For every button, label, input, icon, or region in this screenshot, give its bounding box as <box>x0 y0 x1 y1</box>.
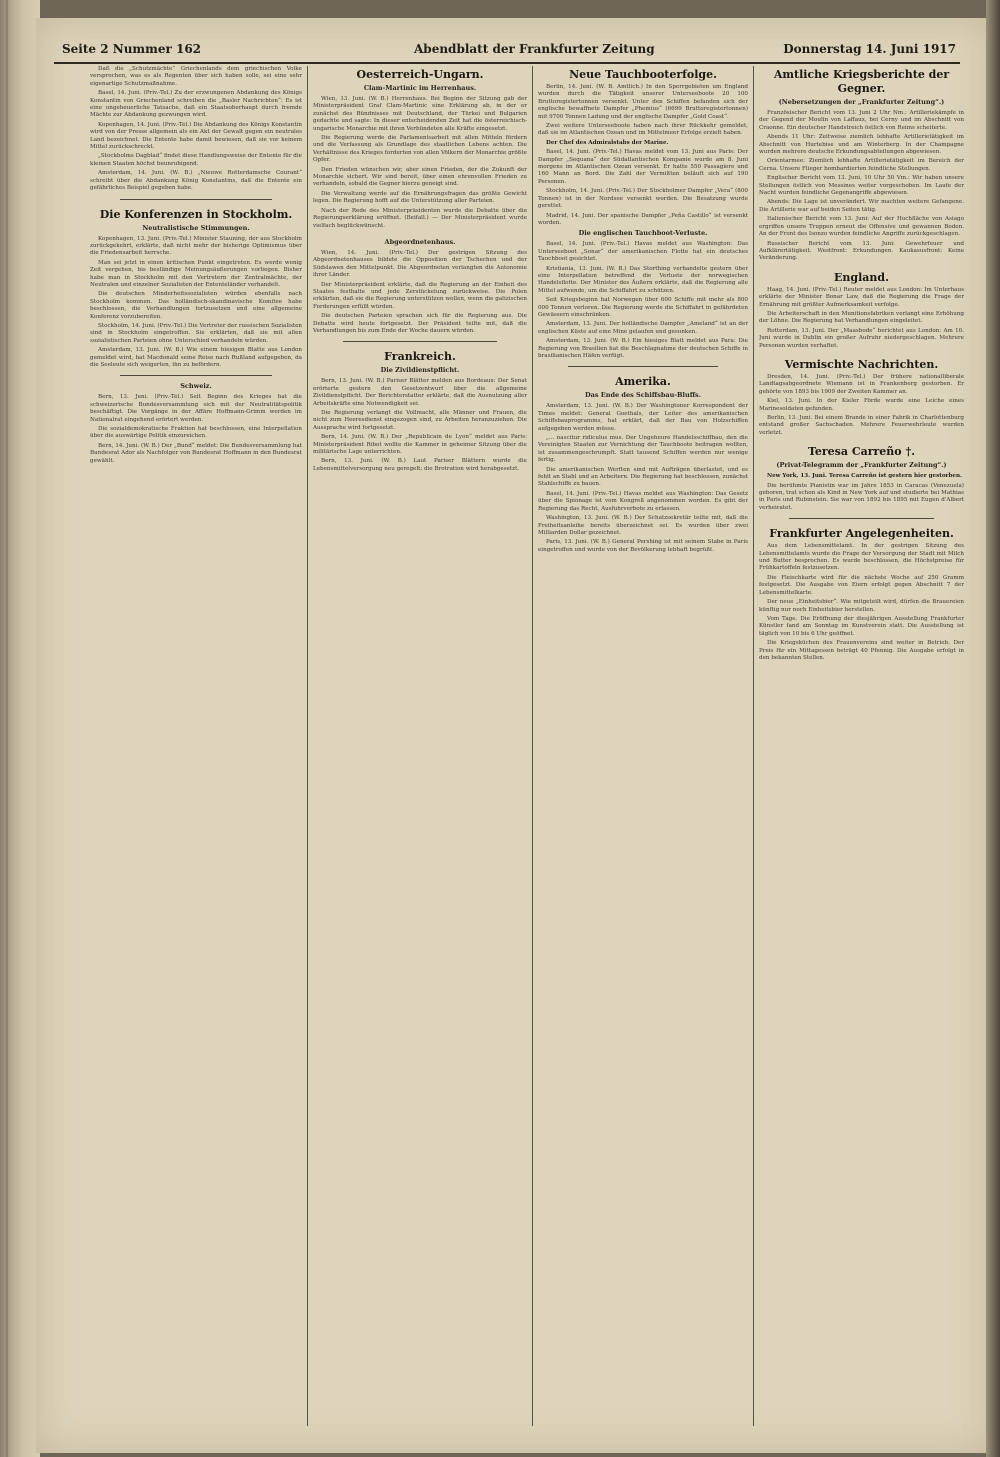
paragraph: Kiel, 13. Juni. In der Kieler Förde wurde eine Leiche eines Marinesoldaten gefunden. <box>759 398 964 412</box>
article-heading: Teresa Carreño †. <box>807 445 916 459</box>
paragraph: Amsterdam, 13. Juni. (W. B.) Der Washingtoner Korrespondent der Times meldet: General Goethals, der Leiter des amerikanischen Schiffsbauprogramms, hat erklärt, daß der Bau von Holzschiffen aufgegeben werden müsse. <box>538 403 748 432</box>
paragraph: Abends: Die Lage ist unverändert. Wir machten weitere Gefangene. Die Artillerie war auf beiden Seiten tätig. <box>759 199 964 213</box>
paragraph: Amsterdam, 13. Juni. (W. B.) Wie einem hiesigen Blatte aus London gemeldet wird, hat Macdonald seine Reise nach Rußland aufgegeben, da die Seeleute sich weigerten, ihn zu befördern. <box>90 347 302 368</box>
paragraph: Dresden, 14. Juni. (Priv.-Tel.) Der frühere nationalliberale Landtagsabgeordnete Wiemann ist in Frankenberg gestorben. Er gehörte von 1893 bis 1909 der Zweiten Kammer an. <box>759 373 964 395</box>
paragraph: Die Kriegsküchen des Frauenvereins sind weiter in Betrieb. Der Preis für ein Mittagessen beträgt 40 Pfennig. Die Ausgabe erfolgt in den bekannten Stellen. <box>759 640 964 661</box>
paragraph: Berlin, 13. Juni. Bei einem Brande in einer Fabrik in Charlottenburg entstand großer Sachschaden. Mehrere Feuerwehrleute wurden verletzt. <box>759 415 964 436</box>
paragraph: Wien, 14. Juni. (Priv.-Tel.) Der gestrigen Sitzung des Abgeordnetenhauses bildete die Opposition der Tschechen und der Südslawen den Mittelpunkt. Die Abgeordneten verlangten die Autonomie ihrer Länder. <box>313 249 527 279</box>
paragraph: Die Regierung werde die Parlamentsarbeit mit allen Mitteln fördern und die Verfassung als Grundlage des staatlichen Lebens achten. Die Verhältnisse des Krieges forderten von allen Völkern der Monarchie größte Opfer. <box>313 135 527 164</box>
paragraph: Basel, 14. Juni. (Priv.-Tel.) Havas meldet aus Washington: Das Unterseeboot „Sonar“ der amerikanischen Flotte hat ein deutsches Tauchboot gesichtet. <box>538 241 748 263</box>
paragraph: Amsterdam, 13. Juni. (W. B.) Ein hiesiges Blatt meldet aus Para: Die Regierung von Brasilien hat die Beschlagnahme der deutschen Schiffe in brasilianischen Häfen verfügt. <box>538 338 748 359</box>
paragraph: Der neue „Einheitsbier“. Wie mitgeteilt wird, dürfen die Brauereien künftig nur noch Einheitsbier herstellen. <box>759 599 964 613</box>
article-subheading: Clam-Martinic im Herrenhaus. <box>363 84 477 92</box>
divider <box>120 199 272 200</box>
paragraph: Der Chef des Admiralstabs der Marine. <box>546 139 669 146</box>
paragraph: Aus dem Lebensmittelamt. In der gestrigen Sitzung des Lebensmittelamts wurde die Frage der Versorgung der Stadt mit Milch und Butter besprochen. Es wurde beschlossen, die Höchstpreise für Frühkartoffeln festzusetzen. <box>759 543 964 572</box>
paragraph: Die deutschen Parteien sprachen sich für die Regierung aus. Die Debatte wird heute fortgesetzt. Der Präsident teilte mit, daß die Verhandlungen bis zum Ende der Woche dauern würden. <box>313 313 527 334</box>
paragraph: Stockholm, 14. Juni. (Priv.-Tel.) Der Stockholmer Dampfer „Vera“ (800 Tonnen) ist in der Nordsee versenkt worden. Die Besatzung wurde gerettet. <box>538 188 748 210</box>
page-shadow <box>986 0 1000 1457</box>
paragraph: Daß die „Schutzmächte“ Griechenlands dem griechischen Volke versprochen, was es als Regenten über sich haben solle, sei eine sehr eigenartige Schutzmaßnahme. <box>90 66 302 87</box>
article-heading: Amtliche Kriegsberichte der Gegner. <box>773 68 950 95</box>
article-heading: Frankreich. <box>384 350 456 364</box>
paragraph: Englischer Bericht vom 13. Juni, 10 Uhr 50 Vm.: Wir haben unsere Stellungen östlich von Messines weiter vorgeschoben. Im Laufe der Nacht wurden feindliche Gegenangriffe abgewiesen. <box>759 175 964 197</box>
column-1 <box>90 66 302 1436</box>
paragraph: Kristiania, 13. Juni. (W. B.) Das Storthing verhandelte gestern über eine Interpellation betreffend die Verluste der norwegischen Handelsflotte. Der Minister des Äußern erklärte, daß die Regierung alle Mittel aufwende, um die Schiffahrt zu schützen. <box>538 265 748 294</box>
paragraph: Haag, 14. Juni. (Priv.-Tel.) Reuter meldet aus London: Im Unterhaus erklärte der Minister Bonar Law, daß die Regierung die Frage der Ernährung mit größter Aufmerksamkeit verfolge. <box>759 286 964 308</box>
article-subheading: Abgeordnetenhaus. <box>384 237 456 246</box>
book-binding <box>0 0 40 1457</box>
column-rule <box>532 66 533 1426</box>
article-subheading: Das Ende des Schiffsbau-Bluffs. <box>585 391 701 400</box>
paragraph: Die sozialdemokratische Fraktion hat beschlossen, eine Interpellation über die auswärtige Politik einzureichen. <box>90 426 302 440</box>
issue-date: Donnerstag 14. Juni 1917 <box>783 42 956 56</box>
paragraph: Abends 11 Uhr: Zeitweise ziemlich lebhafte Artillerietätigkeit im Abschnitt von Hurtebise und am Winterberg. In der Champagne wurden mehrere deutsche Erkundungsabteilungen abgewiesen. <box>759 134 964 156</box>
paragraph: Französischer Bericht vom 13. Juni 2 Uhr Nm.: Artilleriekämpfe in der Gegend der Moulin von Laffaux, bei Cerny und im Abschnitt von Craonne. Ein deutscher Handstreich östlich von Reims scheiterte. <box>759 110 964 131</box>
article-heading: Amerika. <box>615 375 671 389</box>
paragraph: Basel, 14. Juni. (Priv.-Tel.) Zu der erzwungenen Abdankung des Königs Konstantin von Griechenland schreiben die „Basler Nachrichten“: Es ist eine ungeheuerliche Tatsache, daß ein Staatsoberhaupt durch fremde Mächte zur Abdankung gezwungen wird. <box>90 90 302 119</box>
paragraph: Kopenhagen, 14. Juni. (Priv.-Tel.) Die Abdankung des Königs Konstantin wird von der Presse allgemein als ein Akt der Gewalt gegen ein neutrales Land bezeichnet. Die Entente habe damit bewiesen, daß sie vor keinem Mittel zurückschreckt. <box>90 121 302 151</box>
paragraph: Basel, 14. Juni. (Priv.-Tel.) Havas meldet vom 13. Juni aus Paris: Der Dampfer „Sequana“ der Südatlantischen Kompanie wurde am 8. Juni morgens im Atlantischen Ozean versenkt. Er hatte 550 Passagiere und 160 Mann an Bord. Die Zahl der Vermißten beläuft sich auf 190 Personen. <box>538 149 748 185</box>
article-heading: Vermischte Nachrichten. <box>784 357 939 371</box>
paragraph: Die berühmte Pianistin war im Jahre 1853 in Caracas (Venezuela) geboren, trat schon als Kind in New York auf und studierte bei Mathias in Paris und Rubinstein. Sie war von 1892 bis 1895 mit Eugen d'Albert verheiratet. <box>759 482 964 511</box>
masthead: Abendblatt der Frankfurter Zeitung <box>414 42 655 56</box>
paragraph: Zwei weitere Unterseeboote haben nach ihrer Rückkehr gemeldet, daß sie im Atlantischen Ozean und im Mittelmeer Erfolge erzielt haben. <box>538 123 748 137</box>
paragraph: Basel, 14. Juni. (Priv.-Tel.) Havas meldet aus Washington: Das Gesetz über die Spionage ist vom Kongreß angenommen worden. Es gibt der Regierung das Recht, Ausfuhrverbote zu erlassen. <box>538 490 748 512</box>
paragraph: Italienischer Bericht vom 13. Juni: Auf der Hochfläche von Asiago ergriffen unsere Truppen erneut die Offensive und gewannen Boden. An der Front des Isonzo wurden feindliche Angriffe zurückgeschlagen. <box>759 216 964 238</box>
paragraph: Die Verwaltung werde auf die Ernährungsfragen das größte Gewicht legen. Die Regierung hofft auf die Unterstützung aller Parteien. <box>313 190 527 205</box>
article-heading: Schweiz. <box>180 382 212 391</box>
paragraph: Seit Kriegsbeginn hat Norwegen über 600 Schiffe mit mehr als 800 000 Tonnen verloren. Die Regierung werde die Schiffahrt in gefährdeten Gewässern einschränken. <box>538 297 748 318</box>
divider <box>343 341 497 342</box>
paragraph: Kopenhagen, 13. Juni. (Priv.-Tel.) Minister Stauning, der aus Stockholm zurückgekehrt, erklärte, daß nicht mehr der bisherige Optimismus über die Friedensarbeit herrsche. <box>90 235 302 257</box>
paragraph: Die amerikanischen Werften sind mit Aufträgen überlastet, und es fehlt an Stahl und an Arbeitern. Die Regierung hat beschlossen, zunächst Stahlschiffe zu bauen. <box>538 466 748 488</box>
article-heading: England. <box>834 270 889 284</box>
divider <box>789 518 934 519</box>
paragraph: Die Fleischkarte wird für die nächste Woche auf 250 Gramm festgesetzt. Die Ausgabe von Eiern erfolgt gegen Abschnitt 7 der Lebensmittelkarte. <box>759 574 964 596</box>
article-subheading: Die englischen Tauchboot-Verluste. <box>578 229 708 238</box>
paragraph: Berlin, 14. Juni. (W. B. Amtlich.) In den Sperrgebieten um England wurden durch die Tätigkeit unserer Unterseeboote 20 100 Bruttoregistertonnen versenkt. Unter den Schiffen befanden sich der englische bewaffnete Dampfer „Phemius“ (6699 Bruttoregistertonnen) mit 9700 Tonnen Ladung und der englische Dampfer „Gold Coast“. <box>538 84 748 120</box>
paragraph: Vom Tage. Die Eröffnung der diesjährigen Ausstellung Frankfurter Künstler fand am Sonntag im Kunstverein statt. Die Ausstellung ist täglich von 10 bis 6 Uhr geöffnet. <box>759 615 964 637</box>
article-subheading: Neutralistische Stimmungen. <box>142 223 250 232</box>
paragraph: Amsterdam, 14. Juni. (W. B.) „Nieuwe Rotterdamsche Courant“ schreibt über die Abdankung König Konstantins, daß die Entente ein gefährliches Beispiel gegeben habe. <box>90 170 302 192</box>
paragraph: „Stockholms Dagblad“ findet diese Handlungsweise der Entente für die kleinen Staaten höchst beunruhigend. <box>90 153 302 167</box>
page-header <box>54 40 960 64</box>
divider <box>120 375 272 376</box>
paragraph: Die deutschen Minderheitssozialisten würden ebenfalls nach Stockholm kommen. Das holländisch-skandinavische Komitee habe beschlossen, die Verhandlungen fortzusetzen und eine allgemeine Konferenz vorzubereiten. <box>90 291 302 320</box>
paragraph: Nach der Rede des Ministerpräsidenten wurde die Debatte über die Regierungserklärung eröffnet. (Beifall.) — Der Ministerpräsident wurde vielfach beglückwünscht. <box>313 207 527 229</box>
paragraph: Stockholm, 14. Juni. (Priv.-Tel.) Die Vertreter der russischen Sozialisten sind in Stockholm eingetroffen. Sie erklärten, daß sie mit allen sozialistischen Parteien ohne Unterschied verhandeln würden. <box>90 322 302 344</box>
article-subheading: Die Zivildienstpflicht. <box>380 366 460 375</box>
paragraph: Amsterdam, 13. Juni. Der holländische Dampfer „Ameland“ ist an der englischen Küste auf eine Mine gelaufen und gesunken. <box>538 321 748 335</box>
paragraph: Den Frieden wünschen wir, aber einen Frieden, der die Zukunft der Monarchie sichert. Wir sind bereit, über einen ehrenvollen Frieden zu verhandeln, sobald die Gegner hierzu geneigt sind. <box>313 166 527 188</box>
page-number: Seite 2 Nummer 162 <box>62 42 202 56</box>
paragraph: Wien, 13. Juni. (W. B.) Herrenhaus. Bei Beginn der Sitzung gab der Ministerpräsident Graf Clam-Martinic eine Erklärung ab, in der er zunächst des Bündnisses mit Deutschland, der Türkei und Bulgarien gedachte und sagte: In dieser entscheidenden Zeit hat die österreichisch-ungarische Monarchie mit ihren Verbündeten alle Kräfte eingesetzt. <box>313 96 527 132</box>
paragraph: Bern, 14. Juni. (W. B.) Der „Republicain de Lyon“ meldet aus Paris: Ministerpräsident Ribot wollte die Kammer in geheimer Sitzung über die militärische Lage unterrichten. <box>313 434 527 456</box>
paragraph: Bern, 14. Juni. (W. B.) Der „Bund“ meldet: Die Bundesversammlung hat Bundesrat Ador als Nachfolger von Bundesrat Hoffmann in den Bundesrat gewählt. <box>90 442 302 464</box>
divider <box>568 366 718 367</box>
paragraph: Madrid, 14. Juni. Der spanische Dampfer „Peña Castillo“ ist versenkt worden. <box>538 212 748 226</box>
column-rule <box>753 66 754 1426</box>
paragraph: Die Regierung verlangt die Vollmacht, alle Männer und Frauen, die nicht zum Heeresdienst eingezogen sind, zu Arbeiten heranzuziehen. Die Aussprache wird fortgesetzt. <box>313 410 527 431</box>
paragraph: Man sei jetzt in einen kritischen Punkt eingetreten. Es werde wenig Zeit vergehen, bis beständige Meinungsäußerungen vorliegen. Bisher habe man in Stockholm mit den Vertretern der Zentralmächte, der Neutralen und einzelner Sozialisten der Ententeländer verhandelt. <box>90 259 302 288</box>
article-heading: Neue Tauchbooterfolge. <box>569 68 717 81</box>
article-heading: Die Konferenzen in Stockholm. <box>99 207 293 221</box>
column-2 <box>313 66 527 1436</box>
column-3 <box>538 66 748 1436</box>
paragraph: New York, 13. Juni. Teresa Carreño ist gestern hier gestorben. <box>767 473 962 480</box>
paragraph: „... nascitur ridiculus mus. Der Ungeheure Handelsschiffbau, den die Vereinigten Staaten zur Vernichtung der Tauchboote beitragen wollten, ist zusammengeschrumpft. Statt tausend Schiffen werden nur wenige fertig. <box>538 435 748 464</box>
paragraph: Bern, 13. Juni. (W. B.) Pariser Blätter melden aus Bordeaux: Der Senat erörterte gestern den Gesetzentwurf über die allgemeine Zivildienstpflicht. Der Berichterstatter erklärte, daß die Ausnutzung aller Arbeitskräfte eine Notwendigkeit sei. <box>313 378 527 407</box>
article-heading: Frankfurter Angelegenheiten. <box>769 527 954 541</box>
paragraph: Rotterdam, 13. Juni. Der „Maasbode“ berichtet aus London: Am 10. Juni wurde in Dublin ein großer Aufruhr niedergeschlagen. Mehrere Personen wurden verhaftet. <box>759 327 964 349</box>
column-rule <box>307 66 308 1426</box>
column-4 <box>759 66 964 1436</box>
paragraph: Die Arbeiterschaft in den Munitionsfabriken verlangt eine Erhöhung der Löhne. Die Regierung hat Verhandlungen eingeleitet. <box>759 310 964 325</box>
paragraph: Bern, 13. Juni. (Priv.-Tel.) Seit Beginn des Krieges hat die schweizerische Bundesversammlung sich mit der Neutralitätspolitik beschäftigt. Die Vorgänge in der Affäre Hoffmann-Grimm werden im Nationalrat eingehend erörtert werden. <box>90 394 302 423</box>
paragraph: Der Ministerpräsident erklärte, daß die Regierung an der Einheit des Staates festhalte und jede Zerstückelung zurückweise. Die Polen erklärten, daß sie die Regierung unterstützen wollen, wenn die galizischen Forderungen erfüllt würden. <box>313 281 527 310</box>
article-heading: Oesterreich-Ungarn. <box>356 68 484 81</box>
paragraph: Bern, 13. Juni. (W. B.) Laut Pariser Blättern wurde die Lebensmittelversorgung neu geregelt; die Brotration wird herabgesetzt. <box>313 458 527 472</box>
paragraph: Washington, 13. Juni. (W. B.) Der Schatzsekretär teilte mit, daß die Freiheitsanleihe bereits überzeichnet sei. Es wurden über zwei Milliarden Dollar gezeichnet. <box>538 515 748 536</box>
paragraph: Orientarmee: Ziemlich lebhafte Artillerietätigkeit im Bereich der Cerna. Unsere Flieger bombardierten feindliche Stellungen. <box>759 158 964 172</box>
paragraph: Paris, 13. Juni. (W. B.) General Pershing ist mit seinem Stabe in Paris eingetroffen und wurde von der Bevölkerung lebhaft begrüßt. <box>538 539 748 553</box>
paragraph: Russischer Bericht vom 13. Juni: Gewehrfeuer und Aufklärertätigkeit. Westfront: Erkundungen. Kaukasusfront: Keine Veränderung. <box>759 240 964 262</box>
article-subheading: (Nebersetzungen der „Frankfurter Zeitung“.) <box>778 98 945 106</box>
article-subheading: (Privat-Telegramm der „Frankfurter Zeitung“.) <box>776 461 947 470</box>
